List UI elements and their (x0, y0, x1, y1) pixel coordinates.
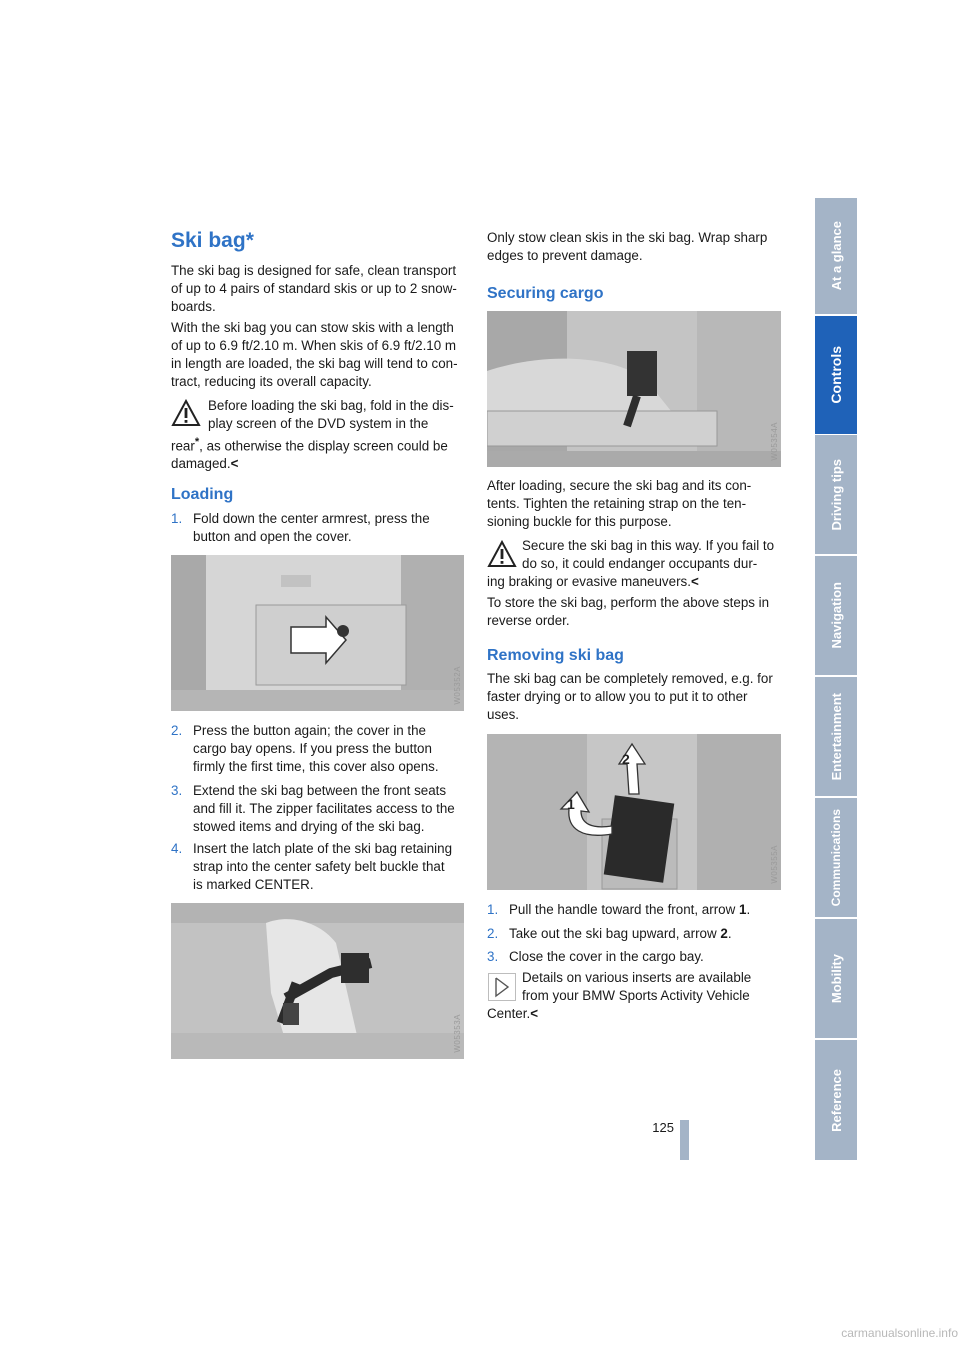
armrest-button-image: W05352A (171, 555, 464, 711)
intro-paragraph-2: With the ski bag you can stow skis with a length of up to 6.9 ft/2.10 m. When skis of 6.9 ft/2.10 m in length are loaded, the ski bag will tend to con- tract, reducing its overall capacity. (171, 320, 458, 389)
securing-paragraph: After loading, secure the ski bag and its con- tents. Tighten the retaining strap on the ten- sioning buckle for this purpose. (487, 478, 752, 529)
removing-paragraph: The ski bag can be completely removed, e.g. for faster drying or to allow you to put it to other uses. (487, 671, 773, 722)
stow-paragraph: Only stow clean skis in the ski bag. Wrap sharp edges to prevent damage. (487, 230, 768, 263)
removing-illustration (487, 734, 781, 890)
tab-controls[interactable]: Controls (815, 316, 857, 434)
page-title: Ski bag* (171, 229, 254, 252)
securing-strap-image: W05354A (487, 311, 781, 467)
warning-text-secure: Secure the ski bag in this way. If you fail to do so, it could endanger occupants dur- ing braking or evasive maneuvers.< (487, 538, 775, 589)
page-number: 125 (652, 1120, 674, 1135)
securing-cargo-heading: Securing cargo (487, 285, 604, 302)
watermark: carmanualsonline.info (841, 1326, 958, 1340)
tab-at-a-glance[interactable]: At a glance (815, 198, 857, 314)
arrow-label-1: 1 (567, 796, 575, 812)
latch-illustration (171, 903, 464, 1059)
intro-paragraph-1: The ski bag is designed for safe, clean transport of up to 4 pairs of standard skis or up to 2 snow- boards. (171, 263, 457, 314)
tab-entertainment[interactable]: Entertainment (815, 677, 857, 796)
removing-ski-bag-heading: Removing ski bag (487, 647, 624, 664)
tab-reference[interactable]: Reference (815, 1040, 857, 1160)
loading-heading: Loading (171, 486, 234, 503)
removing-bag-image: 2 1 W05355A (487, 734, 781, 890)
armrest-illustration (171, 555, 464, 711)
page-number-bar (680, 1120, 689, 1160)
tab-communications[interactable]: Communications (815, 798, 857, 917)
strap-illustration (487, 311, 781, 467)
tab-navigation[interactable]: Navigation (815, 556, 857, 675)
arrow-label-2: 2 (622, 751, 630, 767)
note-text: Details on various inserts are available from your BMW Sports Activity Vehicle Center.< (487, 970, 752, 1021)
tab-driving-tips[interactable]: Driving tips (815, 435, 857, 554)
store-paragraph: To store the ski bag, perform the above steps in reverse order. (487, 595, 770, 628)
warning-text-dvd: Before loading the ski bag, fold in the dis- play screen of the DVD system in the rear*, as otherwise the display screen could be damaged.< (171, 398, 454, 472)
latch-buckle-image: W05353A (171, 903, 464, 1059)
tab-mobility[interactable]: Mobility (815, 919, 857, 1038)
